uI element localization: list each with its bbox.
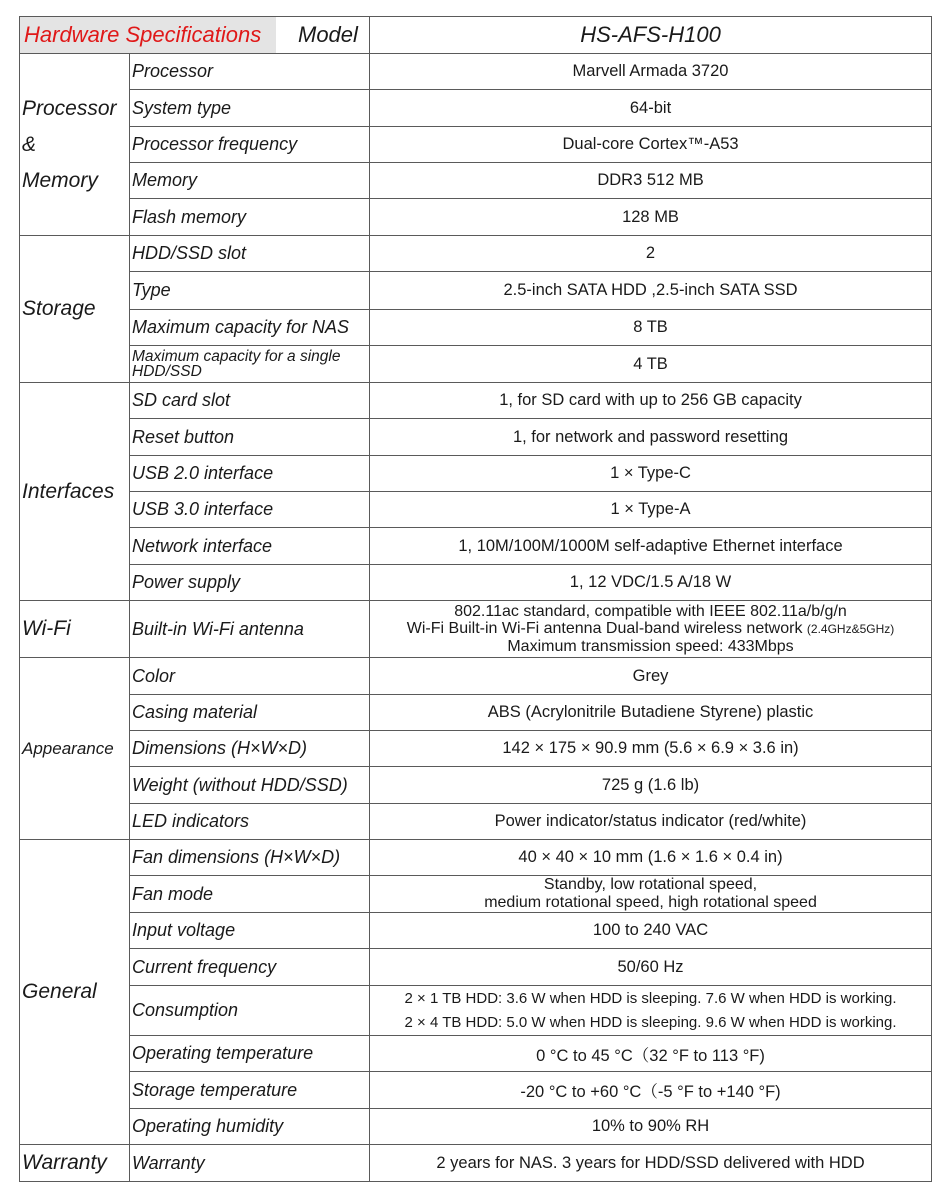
row-value: 1, for network and password resetting xyxy=(370,419,932,456)
row-value: ABS (Acrylonitrile Butadiene Styrene) plastic xyxy=(370,695,932,731)
row-value: 725 g (1.6 lb) xyxy=(370,767,932,804)
table-row xyxy=(20,695,932,731)
row-label: Flash memory xyxy=(130,199,370,236)
row-value: -20 °C to +60 °C（-5 °F to +140 °F) xyxy=(370,1072,932,1109)
row-value: 1 × Type-C xyxy=(370,456,932,492)
table-row xyxy=(20,346,932,383)
row-label: Input voltage xyxy=(130,913,370,949)
table-row xyxy=(20,54,932,90)
row-label: Maximum capacity for NAS xyxy=(130,310,370,346)
wifi-line-2: Wi-Fi Built-in Wi-Fi antenna Dual-band wireless network xyxy=(406,620,803,637)
spec-table xyxy=(19,16,932,1182)
table-row xyxy=(20,236,932,272)
table-row xyxy=(20,601,932,658)
table-row xyxy=(20,90,932,127)
row-value: 2 xyxy=(370,236,932,272)
row-value: 64-bit xyxy=(370,90,932,127)
section-warranty: Warranty xyxy=(20,1145,130,1182)
wifi-line-1: 802.11ac standard, compatible with IEEE 802.11a/b/g/n xyxy=(454,603,847,620)
table-row xyxy=(20,419,932,456)
row-value: 40 × 40 × 10 mm (1.6 × 1.6 × 0.4 in) xyxy=(370,840,932,876)
row-value: Grey xyxy=(370,658,932,695)
row-label: Color xyxy=(130,658,370,695)
row-label: Power supply xyxy=(130,565,370,601)
row-value: 1, for SD card with up to 256 GB capacity xyxy=(370,383,932,419)
table-row xyxy=(20,199,932,236)
row-value: 1, 10M/100M/1000M self-adaptive Ethernet interface xyxy=(370,528,932,565)
row-value: 50/60 Hz xyxy=(370,949,932,986)
table-row xyxy=(20,1072,932,1109)
row-label: Network interface xyxy=(130,528,370,565)
table-row xyxy=(20,456,932,492)
row-label: USB 2.0 interface xyxy=(130,456,370,492)
table-title: Hardware Specifications xyxy=(20,17,276,53)
row-value: 4 TB xyxy=(370,346,932,383)
table-row xyxy=(20,565,932,601)
row-value: 128 MB xyxy=(370,199,932,236)
table-row xyxy=(20,767,932,804)
section-appearance: Appearance xyxy=(20,658,130,840)
table-row xyxy=(20,658,932,695)
row-label: Dimensions (H×W×D) xyxy=(130,731,370,767)
row-value: 10% to 90% RH xyxy=(370,1109,932,1145)
row-label: Processor frequency xyxy=(130,127,370,163)
row-label: Operating temperature xyxy=(130,1036,370,1072)
table-row xyxy=(20,876,932,913)
row-label: HDD/SSD slot xyxy=(130,236,370,272)
row-value: Dual-core Cortex™-A53 xyxy=(370,127,932,163)
table-row xyxy=(20,1036,932,1072)
table-row xyxy=(20,127,932,163)
model-value: HS-AFS-H100 xyxy=(370,17,932,54)
section-storage: Storage xyxy=(20,236,130,383)
row-label: Processor xyxy=(130,54,370,90)
row-label: Storage temperature xyxy=(130,1072,370,1109)
table-row xyxy=(20,528,932,565)
model-label: Model xyxy=(298,22,358,47)
row-value: 1, 12 VDC/1.5 A/18 W xyxy=(370,565,932,601)
table-row xyxy=(20,272,932,310)
row-value: 1 × Type-A xyxy=(370,492,932,528)
row-value: 2 years for NAS. 3 years for HDD/SSD delivered with HDD xyxy=(370,1145,932,1182)
wifi-line-3: Maximum transmission speed: 433Mbps xyxy=(507,638,794,655)
row-label: LED indicators xyxy=(130,804,370,840)
wifi-band-note: (2.4GHz&5GHz) xyxy=(806,622,895,636)
row-label: Warranty xyxy=(130,1145,370,1182)
section-interfaces: Interfaces xyxy=(20,383,130,601)
row-value: 100 to 240 VAC xyxy=(370,913,932,949)
table-row xyxy=(20,840,932,876)
row-label: Built-in Wi-Fi antenna xyxy=(130,601,370,658)
row-label: Maximum capacity for a single HDD/SSD xyxy=(130,346,370,383)
row-value: Marvell Armada 3720 xyxy=(370,54,932,90)
table-row xyxy=(20,804,932,840)
table-row xyxy=(20,1145,932,1182)
row-label: Fan dimensions (H×W×D) xyxy=(130,840,370,876)
row-value: DDR3 512 MB xyxy=(370,163,932,199)
row-label: Operating humidity xyxy=(130,1109,370,1145)
row-value: 2.5-inch SATA HDD ,2.5-inch SATA SSD xyxy=(370,272,932,310)
row-label: Type xyxy=(130,272,370,310)
row-value: 2 × 1 TB HDD: 3.6 W when HDD is sleeping. 7.6 W when HDD is working. 2 × 4 TB HDD: 5.0 W when HDD is sleeping. 9.6 W when HDD is working. xyxy=(370,986,932,1036)
table-row xyxy=(20,731,932,767)
row-value: 8 TB xyxy=(370,310,932,346)
row-value: 142 × 175 × 90.9 mm (5.6 × 6.9 × 3.6 in) xyxy=(370,731,932,767)
table-row xyxy=(20,310,932,346)
header-row xyxy=(20,17,932,54)
table-row xyxy=(20,949,932,986)
row-value: Standby, low rotational speed, medium rotational speed, high rotational speed xyxy=(370,876,932,913)
row-value: Power indicator/status indicator (red/white) xyxy=(370,804,932,840)
row-label: Consumption xyxy=(130,986,370,1036)
row-label: System type xyxy=(130,90,370,127)
header-label-cell xyxy=(20,17,370,54)
table-row xyxy=(20,986,932,1036)
section-general: General xyxy=(20,840,130,1145)
section-wifi: Wi-Fi xyxy=(20,601,130,658)
row-label: SD card slot xyxy=(130,383,370,419)
section-processor-memory: Processor & Memory xyxy=(20,54,130,236)
row-label: Memory xyxy=(130,163,370,199)
row-label: Fan mode xyxy=(130,876,370,913)
table-row xyxy=(20,163,932,199)
row-label: Casing material xyxy=(130,695,370,731)
table-row xyxy=(20,492,932,528)
table-row xyxy=(20,1109,932,1145)
row-label: Weight (without HDD/SSD) xyxy=(130,767,370,804)
row-label: Reset button xyxy=(130,419,370,456)
row-value xyxy=(370,601,932,658)
row-label: USB 3.0 interface xyxy=(130,492,370,528)
table-row xyxy=(20,913,932,949)
row-label: Current frequency xyxy=(130,949,370,986)
row-value: 0 °C to 45 °C（32 °F to 113 °F) xyxy=(370,1036,932,1072)
table-row xyxy=(20,383,932,419)
